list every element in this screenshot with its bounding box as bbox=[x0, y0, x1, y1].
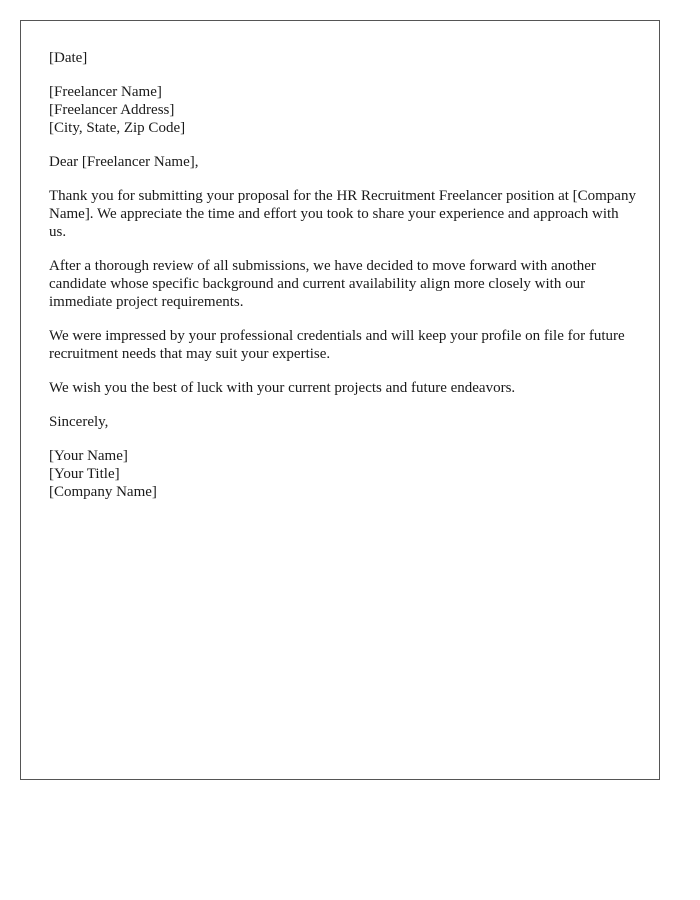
recipient-address: [Freelancer Address] bbox=[49, 102, 175, 118]
recipient-address-block bbox=[49, 83, 639, 137]
paragraph-profile-on-file: We were impressed by your professional credentials and will keep your profile on file for future recruitment needs that may suit your expertise. bbox=[49, 328, 625, 362]
letter-page bbox=[20, 20, 660, 780]
paragraph-best-wishes: We wish you the best of luck with your current projects and future endeavors. bbox=[49, 380, 516, 396]
paragraph-decision: After a thorough review of all submissions, we have decided to move forward with another candidate whose specific background and current availability align more closely with our immediate project requirements. bbox=[49, 258, 596, 310]
signature-title: [Your Title] bbox=[49, 466, 120, 482]
salutation: Dear [Freelancer Name], bbox=[49, 154, 199, 170]
recipient-city-line: [City, State, Zip Code] bbox=[49, 120, 186, 136]
signature-block bbox=[49, 447, 639, 501]
signature-name: [Your Name] bbox=[49, 448, 128, 464]
letter-body bbox=[49, 49, 639, 501]
letter-date: [Date] bbox=[49, 50, 88, 66]
signature-company: [Company Name] bbox=[49, 484, 157, 500]
date-block bbox=[49, 49, 639, 67]
closing: Sincerely, bbox=[49, 414, 109, 430]
recipient-name: [Freelancer Name] bbox=[49, 84, 162, 100]
paragraph-thank-you: Thank you for submitting your proposal for the HR Recruitment Freelancer position at [Company Name]. We appreciate the time and effort you took to share your experience and approach with us. bbox=[49, 188, 636, 240]
